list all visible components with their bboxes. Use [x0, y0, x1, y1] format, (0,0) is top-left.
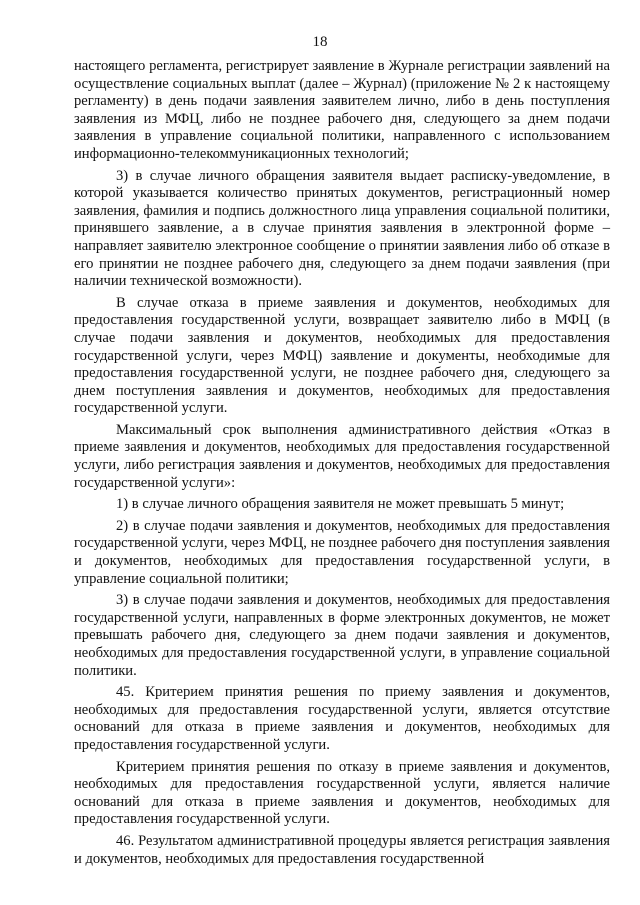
paragraph-continuation: настоящего регламента, регистрирует заявление в Журнале регистрации заявлений на осуществление социальных выплат (далее – Журнал) (приложение № 2 к настоящему регламенту) в день подачи заявления заявителем лично, либо в день поступления заявления из МФЦ, либо не позднее рабочего дня, следующего за днем подачи заявления в управление социальной политики, направленного с использованием информационно-телекоммуникационных технологий; — [74, 58, 610, 162]
paragraph-term-3: 3) в случае подачи заявления и документов, необходимых для предоставления государственной услуги, направленных в форме электронных документов, не может превышать рабочего дня, следующего за днем подачи заявления и документов, необходимых для предоставления государственной услуги, в управление социальной политики. — [74, 592, 610, 679]
paragraph-45: 45. Критерием принятия решения по приему заявления и документов, необходимых для предоставления государственной услуги, является отсутствие оснований для отказа в приеме заявления и документов, необходимых для предоставления государственной услуги. — [74, 684, 610, 753]
paragraph-term-2: 2) в случае подачи заявления и документов, необходимых для предоставления государственной услуги, через МФЦ, не позднее рабочего дня поступления заявления и документов, необходимых для предоставления государственной услуги, в управление социальной политики; — [74, 517, 610, 587]
body-text — [74, 58, 610, 872]
paragraph-item-3: 3) в случае личного обращения заявителя выдает расписку-уведомление, в которой указывается количество принятых документов, регистрационный номер заявления, фамилия и подпись должностного лица управления социальной политики, принявшего заявление, а в случае принятия заявления в электронной форме – направляет заявителю электронное сообщение о принятии заявления либо об отказе в его принятии не позднее рабочего дня, следующего за днем подачи заявления (при наличии технической возможности). — [74, 167, 610, 290]
paragraph-45-refusal-criterion: Критерием принятия решения по отказу в приеме заявления и документов, необходимых для предоставления государственной услуги, является наличие оснований для отказа в приеме заявления и документов, необходимых для предоставления государственной услуги. — [74, 758, 610, 828]
paragraph-46: 46. Результатом административной процедуры является регистрация заявления и документов, необходимых для предоставления государственной — [74, 832, 610, 867]
paragraph-term-1: 1) в случае личного обращения заявителя не может превышать 5 минут; — [116, 496, 565, 513]
paragraph-refusal: В случае отказа в приеме заявления и документов, необходимых для предоставления государственной услуги, возвращает заявителю либо в МФЦ (в случае подачи заявления и документов, необходимых для предоставления государственной услуги, через МФЦ) заявление и документы, необходимые для предоставления государственной услуги, не позднее рабочего дня, следующего за днем поступления заявления и документов, необходимых для предоставления государственной услуги. — [74, 294, 610, 417]
paragraph-max-term: Максимальный срок выполнения административного действия «Отказ в приеме заявления и документов, необходимых для предоставления государственной услуги, либо регистрация заявления и документов, необходимых для предоставления государственной услуги»: — [74, 421, 610, 491]
page-number: 18 — [312, 34, 328, 50]
